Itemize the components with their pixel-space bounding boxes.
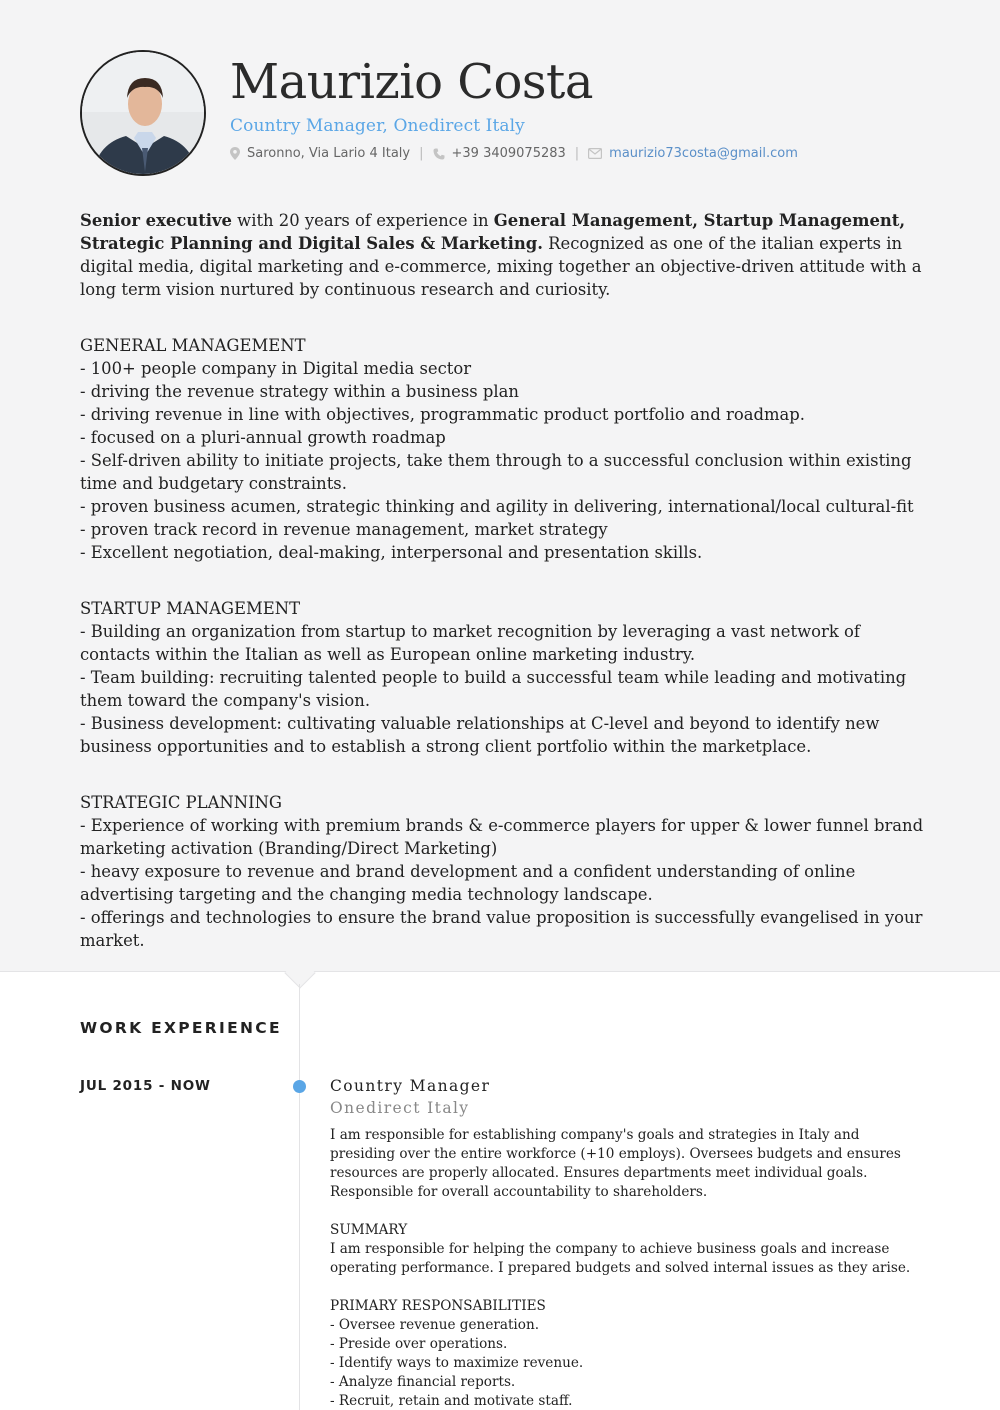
responsibility-item: - Preside over operations. [330, 1336, 508, 1352]
list-item: - driving the revenue strategy within a business plan [80, 382, 519, 401]
address-item [230, 146, 410, 161]
responsibility-item: - Identify ways to maximize revenue. [330, 1355, 584, 1371]
timeline-dot [293, 1080, 306, 1093]
list-item: - 100+ people company in Digital media sector [80, 359, 472, 378]
summary-bold: Senior executive [80, 211, 232, 230]
phone-item [433, 146, 566, 161]
email-link[interactable]: maurizio73costa@gmail.com [609, 146, 798, 161]
list-item: - Experience of working with premium brands & e-commerce players for upper & lower funnel brand marketing activation (Branding/Direct Marketing) [80, 816, 924, 858]
list-item: - focused on a pluri-annual growth roadmap [80, 428, 446, 447]
responsibility-item: - Oversee revenue generation. [330, 1317, 540, 1333]
list-item: - Self-driven ability to initiate projects, take them through to a successful conclusion within existing time and budgetary constraints. [80, 451, 912, 493]
work-experience-heading: WORK EXPERIENCE [80, 1019, 282, 1037]
list-item: - offerings and technologies to ensure the brand value proposition is successfully evangelised in your market. [80, 908, 923, 950]
phone-icon [433, 148, 445, 160]
startup-management-section [80, 597, 925, 758]
list-item: - Excellent negotiation, deal-making, interpersonal and presentation skills. [80, 543, 703, 562]
job-description [330, 1126, 925, 1410]
job-company: Onedirect Italy [330, 1099, 470, 1117]
separator: | [574, 146, 580, 161]
job-summary-heading: SUMMARY [330, 1222, 408, 1238]
email-item[interactable] [588, 146, 798, 161]
job-date: JUL 2015 - NOW [80, 1078, 211, 1094]
timeline-line [299, 984, 300, 1410]
job-summary-text: I am responsible for helping the company to achieve business goals and increase operating performance. I prepared budgets and solved internal issues as they arise. [330, 1241, 911, 1276]
person-name: Maurizio Costa [230, 54, 593, 110]
profile-summary [80, 209, 925, 301]
job-subtitle: Country Manager, Onedirect Italy [230, 116, 525, 136]
list-item: - heavy exposure to revenue and brand development and a confident understanding of online advertising targeting and the changing media technology landscape. [80, 862, 856, 904]
responsibility-item: - Analyze financial reports. [330, 1374, 516, 1390]
envelope-icon [588, 148, 602, 159]
section-heading: STRATEGIC PLANNING [80, 793, 283, 812]
job-title: Country Manager [330, 1077, 491, 1095]
avatar [80, 50, 206, 176]
summary-bold: General Management, Startup Management, Strategic Planning and Digital Sales & Marketing. [80, 211, 906, 253]
responsibility-item: - Recruit, retain and motivate staff. [330, 1393, 573, 1409]
general-management-section [80, 334, 925, 564]
phone-text: +39 3409075283 [451, 146, 566, 161]
responsibilities-heading: PRIMARY RESPONSABILITIES [330, 1298, 546, 1314]
address-text: Saronno, Via Lario 4 Italy [247, 146, 411, 161]
list-item: - driving revenue in line with objectives, programmatic product portfolio and roadmap. [80, 405, 806, 424]
spacer [330, 1202, 925, 1221]
summary-text: with 20 years of experience in [231, 211, 494, 230]
separator: | [419, 146, 424, 161]
list-item: - proven business acumen, strategic thinking and agility in delivering, international/local cultural-fit [80, 497, 914, 516]
list-item: - Team building: recruiting talented people to build a successful team while leading and motivating them toward the company's vision. [80, 668, 907, 710]
section-heading: GENERAL MANAGEMENT [80, 336, 306, 355]
contact-info [230, 146, 798, 161]
section-heading: STARTUP MANAGEMENT [80, 599, 301, 618]
list-item: - Business development: cultivating valuable relationships at C-level and beyond to identify new business opportunities and to establish a strong client portfolio within the marketplace. [80, 714, 880, 756]
spacer [330, 1278, 925, 1297]
list-item: - proven track record in revenue management, market strategy [80, 520, 608, 539]
location-pin-icon [230, 147, 240, 160]
job-description-text: I am responsible for establishing company's goals and strategies in Italy and presiding over the entire workforce (+10 employs). Oversees budgets and ensures resources are properly allocated. Ensures departments meet individual goals. Responsible for overall accountability to shareholders. [330, 1127, 901, 1200]
strategic-planning-section [80, 791, 925, 952]
list-item: - Building an organization from startup to market recognition by leveraging a vast network of contacts within the Italian as well as European online marketing industry. [80, 622, 860, 664]
summary-text: Recognized as one of the italian experts in digital media, digital marketing and e-commerce, mixing together an objective-driven attitude with a long term vision nurtured by continuous research and curiosity. [80, 234, 922, 299]
